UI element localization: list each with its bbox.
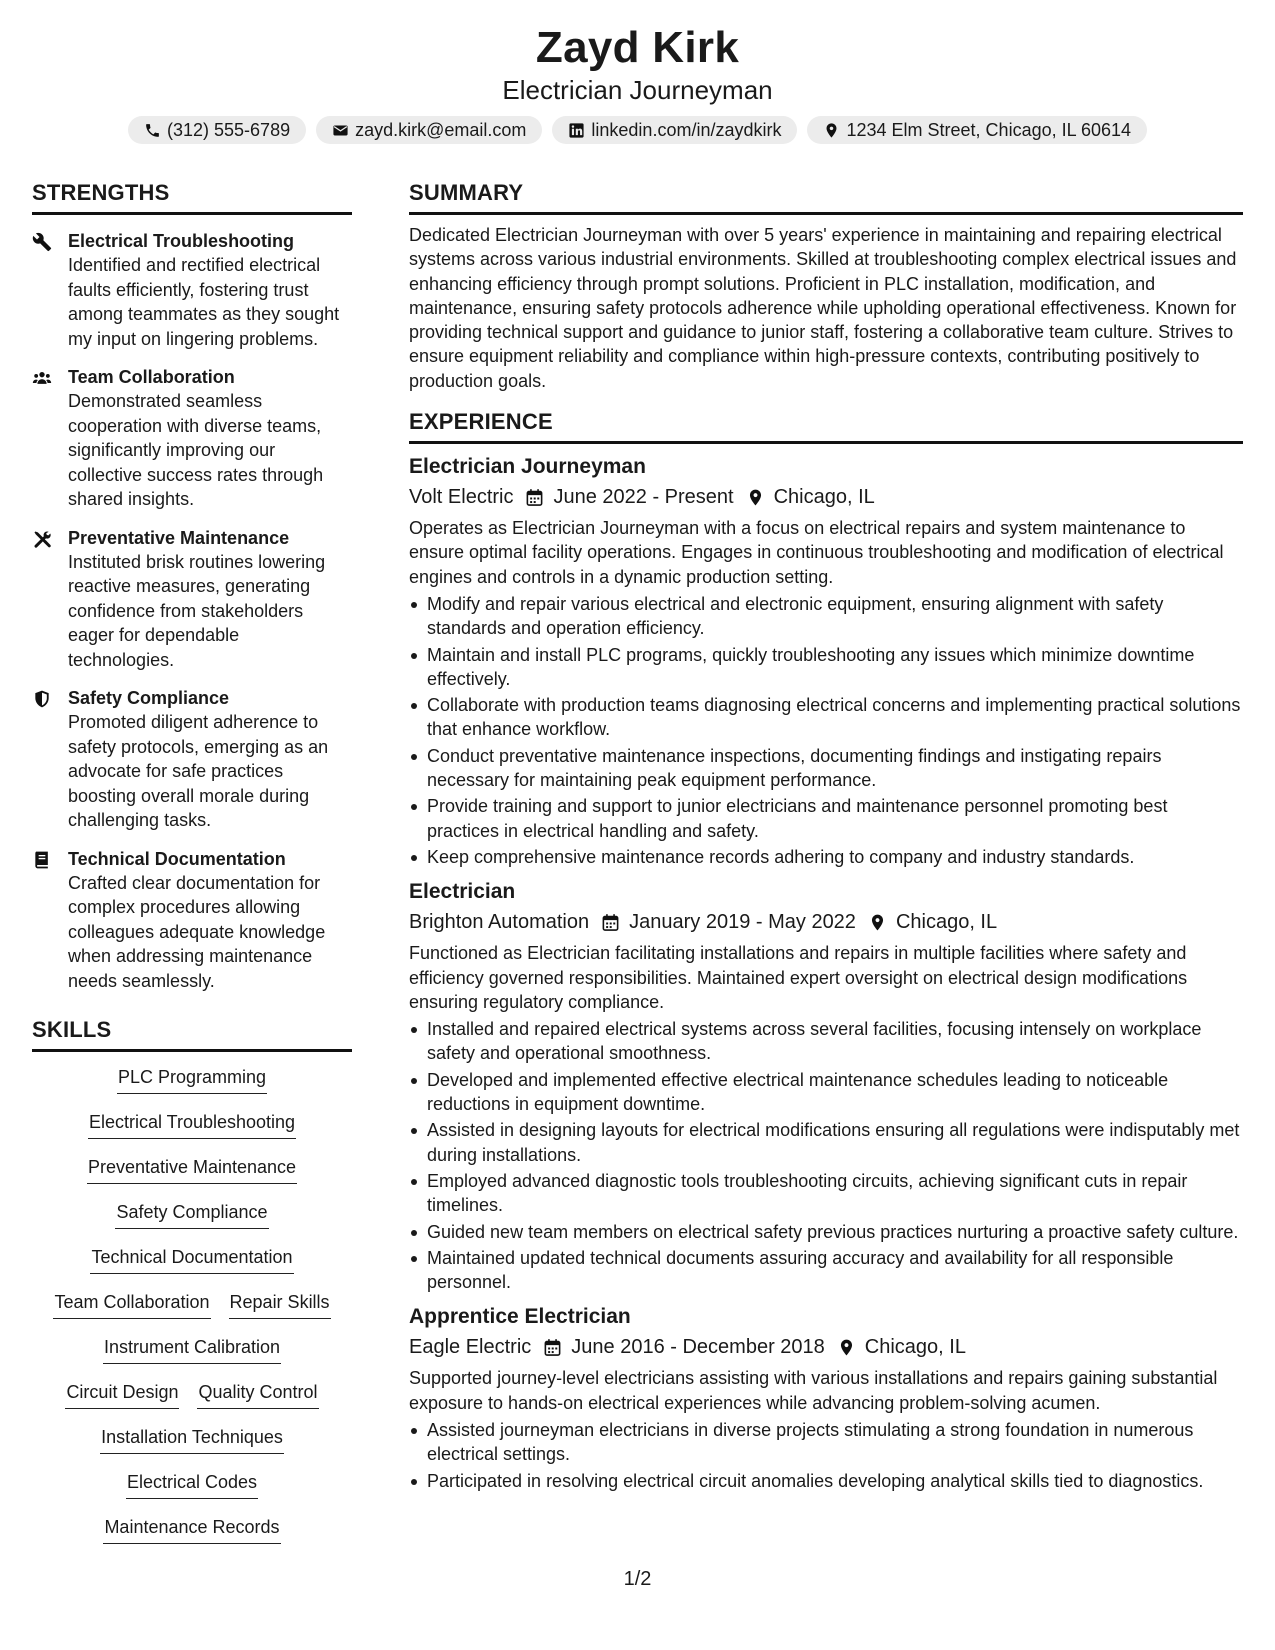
strength-title: Preventative Maintenance <box>68 527 290 548</box>
bullet-item: Maintained updated technical documents assuring accuracy and availability for all responsible personnel. <box>409 1246 1243 1295</box>
summary-heading: SUMMARY <box>409 178 1243 215</box>
job-bullets <box>409 592 1243 869</box>
job-description: Supported journey-level electricians assisting with various installations and repairs gaining substantial exposure to hands-on electrical experiences while advancing problem-solving acumen. <box>409 1368 1218 1413</box>
strength-title: Technical Documentation <box>68 848 286 869</box>
job-dates: June 2016 - December 2018 <box>571 1336 825 1359</box>
job-title: Electrician <box>409 880 516 904</box>
strength-title: Electrical Troubleshooting <box>68 231 295 251</box>
job-title: Apprentice Electrician <box>409 1305 631 1329</box>
calendar-icon <box>525 488 544 507</box>
contact-linkedin[interactable] <box>552 116 797 144</box>
strengths-heading: STRENGTHS <box>32 178 352 215</box>
strength-item <box>32 686 352 833</box>
strength-desc: Identified and rectified electrical faults efficiently, fostering trust among teammates as they sought my input on lingering problems. <box>68 255 340 349</box>
job-company: Brighton Automation <box>409 911 590 934</box>
job-bullets <box>409 1418 1243 1493</box>
job-entry <box>409 1302 1243 1492</box>
bullet-item: Modify and repair various electrical and electronic equipment, ensuring alignment with safety standards and operation efficiency. <box>409 592 1243 641</box>
skill-tag: Technical Documentation <box>90 1244 293 1274</box>
calendar-icon <box>601 913 620 932</box>
contact-bar <box>0 116 1275 144</box>
strength-desc: Promoted diligent adherence to safety protocols, emerging as an advocate for safe practices boosting overall morale during challenging tasks. <box>68 712 329 830</box>
linkedin-icon <box>568 122 585 139</box>
job-description: Functioned as Electrician facilitating installations and repairs in multiple facilities where safety and efficiency governed responsibilities. Maintained expert oversight on electrical design modifications ensuring regulatory compliance. <box>409 943 1188 1012</box>
skill-tag: Team Collaboration <box>53 1289 210 1319</box>
job-location: Chicago, IL <box>895 911 998 934</box>
job-meta <box>409 907 1243 937</box>
bullet-item: Participated in resolving electrical circuit anomalies developing analytical skills tied to diagnostics. <box>409 1469 1243 1493</box>
skill-tag: Instrument Calibration <box>103 1334 281 1364</box>
skill-tag: Circuit Design <box>65 1379 179 1409</box>
map-pin-icon <box>823 122 840 139</box>
job-entry <box>409 877 1243 1294</box>
skill-tag: Quality Control <box>197 1379 318 1409</box>
contact-phone[interactable] <box>128 116 306 144</box>
skill-tag: Installation Techniques <box>100 1424 284 1454</box>
strength-item <box>32 229 352 351</box>
strength-desc: Instituted brisk routines lowering reactive measures, generating confidence from stakeholders eager for dependable technologies. <box>68 551 326 670</box>
linkedin-text: linkedin.com/in/zaydkirk <box>591 119 782 140</box>
skills-heading: SKILLS <box>32 1015 352 1052</box>
candidate-role: Electrician Journeyman <box>502 75 773 105</box>
bullet-item: Assisted in designing layouts for electrical modifications ensuring all regulations were indisputably met during installations. <box>409 1118 1243 1167</box>
skill-tag: PLC Programming <box>117 1064 267 1094</box>
bullet-item: Assisted journeyman electricians in diverse projects stimulating a strong foundation in numerous electrical settings. <box>409 1418 1243 1467</box>
skills-list <box>32 1064 352 1559</box>
contact-email[interactable] <box>316 116 542 144</box>
summary-text: Dedicated Electrician Journeyman with over 5 years' experience in maintaining and repairing electrical systems across various industrial environments. Skilled at troubleshooting complex electrical issues and enhancing efficiency through prompt solutions. Proficient in PLC installation, modification, and maintenance, ensuring safety protocols adherence while upholding operational effectiveness. Known for providing technical support and guidance to junior staff, fostering a collaborative team culture. Strives to ensure equipment reliability and compliance within high-pressure contexts, contributing positively to production goals. <box>409 225 1237 391</box>
book-icon <box>32 850 52 870</box>
job-location: Chicago, IL <box>773 486 875 509</box>
map-pin-icon <box>837 1338 856 1357</box>
job-entry <box>409 452 1243 869</box>
skill-tag: Safety Compliance <box>115 1199 268 1229</box>
job-meta <box>409 1332 1243 1362</box>
strength-item <box>32 365 352 512</box>
bullet-item: Employed advanced diagnostic tools troubleshooting circuits, achieving significant cuts in repair timelines. <box>409 1169 1243 1218</box>
page-number: 1/2 <box>623 1568 652 1590</box>
job-location: Chicago, IL <box>864 1336 966 1359</box>
users-icon <box>32 368 52 388</box>
left-column <box>32 178 352 1559</box>
bullet-item: Conduct preventative maintenance inspections, documenting findings and instigating repairs necessary for maintaining peak equipment performance. <box>409 744 1243 793</box>
bullet-item: Keep comprehensive maintenance records adhering to company and industry standards. <box>409 845 1243 869</box>
resume-header <box>0 20 1275 144</box>
calendar-icon <box>543 1338 562 1357</box>
strength-item <box>32 526 352 673</box>
bullet-item: Maintain and install PLC programs, quickly troubleshooting any issues which minimize downtime effectively. <box>409 643 1243 692</box>
candidate-name: Zayd Kirk <box>535 23 740 72</box>
skill-tag: Repair Skills <box>229 1289 331 1319</box>
job-company: Eagle Electric <box>409 1336 532 1359</box>
strength-title: Safety Compliance <box>68 688 230 708</box>
map-pin-icon <box>868 913 887 932</box>
skill-tag: Preventative Maintenance <box>87 1154 297 1184</box>
strength-desc: Crafted clear documentation for complex procedures allowing colleagues adequate knowledge when addressing maintenance needs seamlessly. <box>68 872 326 991</box>
phone-icon <box>144 122 161 139</box>
job-bullets <box>409 1017 1243 1294</box>
shield-icon <box>32 689 52 709</box>
envelope-icon <box>332 122 349 139</box>
contact-address[interactable] <box>807 116 1147 144</box>
job-dates: January 2019 - May 2022 <box>629 911 856 934</box>
job-company: Volt Electric <box>409 486 514 509</box>
bullet-item: Developed and implemented effective electrical maintenance schedules leading to noticeable reductions in equipment downtime. <box>409 1068 1243 1117</box>
experience-heading: EXPERIENCE <box>409 407 1243 444</box>
bullet-item: Provide training and support to junior electricians and maintenance personnel promoting best practices in electrical handling and safety. <box>409 794 1243 843</box>
bullet-item: Collaborate with production teams diagnosing electrical concerns and implementing practical solutions that enhance workflow. <box>409 693 1243 742</box>
job-dates: June 2022 - Present <box>553 486 734 509</box>
address-text: 1234 Elm Street, Chicago, IL 60614 <box>846 119 1131 140</box>
strength-desc: Demonstrated seamless cooperation with diverse teams, significantly improving our collective success rates through shared insights. <box>68 391 324 509</box>
bullet-item: Installed and repaired electrical systems across several facilities, focusing intensely on workplace safety and operational smoothness. <box>409 1017 1243 1066</box>
email-text: zayd.kirk@email.com <box>355 119 527 140</box>
skill-tag: Maintenance Records <box>103 1514 280 1544</box>
strength-title: Team Collaboration <box>68 367 235 387</box>
job-description: Operates as Electrician Journeyman with a focus on electrical repairs and system maintenance to ensure optimal facility operations. Engages in continuous troubleshooting and modification of electrical engines and controls in a dynamic production setting. <box>409 518 1224 587</box>
phone-text: (312) 555-6789 <box>167 119 291 140</box>
skill-tag: Electrical Troubleshooting <box>88 1109 296 1139</box>
bullet-item: Guided new team members on electrical safety previous practices nurturing a proactive safety culture. <box>409 1220 1243 1244</box>
right-column <box>409 178 1243 1495</box>
wrench-icon <box>32 232 52 252</box>
tools-icon <box>32 529 52 549</box>
job-meta <box>409 482 1243 512</box>
skill-tag: Electrical Codes <box>126 1469 258 1499</box>
map-pin-icon <box>746 488 765 507</box>
job-title: Electrician Journeyman <box>409 455 646 479</box>
strength-item <box>32 847 352 994</box>
